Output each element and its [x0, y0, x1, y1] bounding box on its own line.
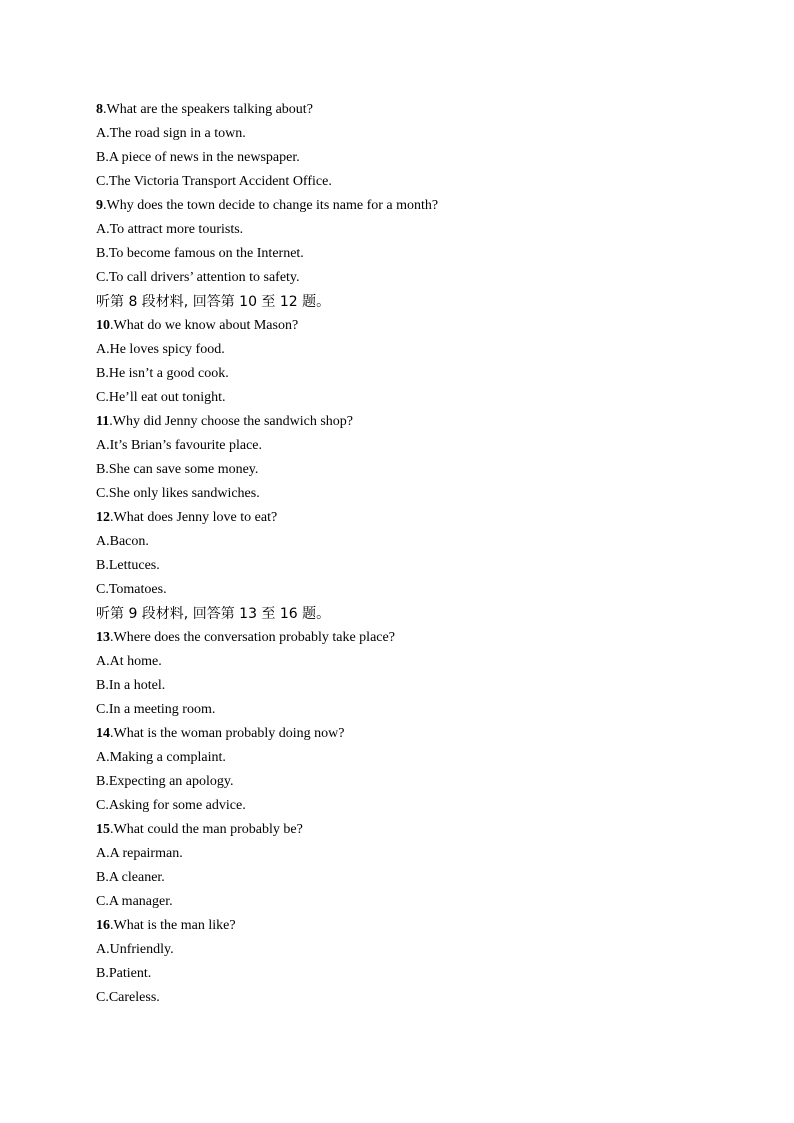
- option-line: B.He isn’t a good cook.: [96, 366, 229, 381]
- section-heading: 听第 8 段材料, 回答第 10 至 12 题。: [96, 294, 331, 310]
- option-line: A.Unfriendly.: [96, 942, 174, 957]
- question-11: [96, 410, 716, 434]
- option-line: C.Asking for some advice.: [96, 798, 246, 813]
- option-line: A.Bacon.: [96, 534, 149, 549]
- option-line: C.In a meeting room.: [96, 702, 216, 717]
- option-line: B.In a hotel.: [96, 678, 166, 693]
- option-line: C.The Victoria Transport Accident Office.: [96, 174, 332, 189]
- question-text: .Why does the town decide to change its name for a month?: [103, 198, 439, 213]
- question-text: .Where does the conversation probably take place?: [110, 630, 395, 645]
- option-line: B.Lettuces.: [96, 558, 160, 573]
- question-text: .What does Jenny love to eat?: [110, 510, 278, 525]
- question-10: [96, 314, 716, 338]
- document-body: [96, 98, 716, 1010]
- option-line: A.A repairman.: [96, 846, 183, 861]
- question-13: [96, 626, 716, 650]
- option-line: B.She can save some money.: [96, 462, 259, 477]
- question-number: 13: [96, 630, 110, 645]
- option-line: C.He’ll eat out tonight.: [96, 390, 226, 405]
- question-8: [96, 98, 716, 122]
- question-16: [96, 914, 716, 938]
- option-line: C.A manager.: [96, 894, 173, 909]
- question-text: .What do we know about Mason?: [110, 318, 299, 333]
- question-number: 10: [96, 318, 110, 333]
- question-14: [96, 722, 716, 746]
- option-line: A.It’s Brian’s favourite place.: [96, 438, 263, 453]
- option-line: C.She only likes sandwiches.: [96, 486, 260, 501]
- question-9: [96, 194, 716, 218]
- option-line: A.To attract more tourists.: [96, 222, 244, 237]
- question-text: .What is the man like?: [110, 918, 236, 933]
- option-line: C.Careless.: [96, 990, 160, 1005]
- option-line: B.Patient.: [96, 966, 152, 981]
- question-number: 8: [96, 102, 103, 117]
- question-12: [96, 506, 716, 530]
- question-text: .What is the woman probably doing now?: [110, 726, 345, 741]
- option-line: B.Expecting an apology.: [96, 774, 234, 789]
- question-number: 14: [96, 726, 110, 741]
- option-line: C.Tomatoes.: [96, 582, 167, 597]
- question-number: 12: [96, 510, 110, 525]
- option-line: A.The road sign in a town.: [96, 126, 246, 141]
- option-line: C.To call drivers’ attention to safety.: [96, 270, 300, 285]
- question-text: .What could the man probably be?: [110, 822, 303, 837]
- option-line: A.Making a complaint.: [96, 750, 226, 765]
- option-line: B.To become famous on the Internet.: [96, 246, 304, 261]
- question-number: 11: [96, 414, 110, 429]
- question-15: [96, 818, 716, 842]
- question-number: 16: [96, 918, 110, 933]
- question-text: .What are the speakers talking about?: [103, 102, 313, 117]
- question-number: 9: [96, 198, 103, 213]
- question-number: 15: [96, 822, 110, 837]
- option-line: B.A cleaner.: [96, 870, 165, 885]
- section-heading: 听第 9 段材料, 回答第 13 至 16 题。: [96, 606, 331, 622]
- option-line: A.He loves spicy food.: [96, 342, 225, 357]
- option-line: A.At home.: [96, 654, 162, 669]
- question-text: .Why did Jenny choose the sandwich shop?: [109, 414, 354, 429]
- option-line: B.A piece of news in the newspaper.: [96, 150, 300, 165]
